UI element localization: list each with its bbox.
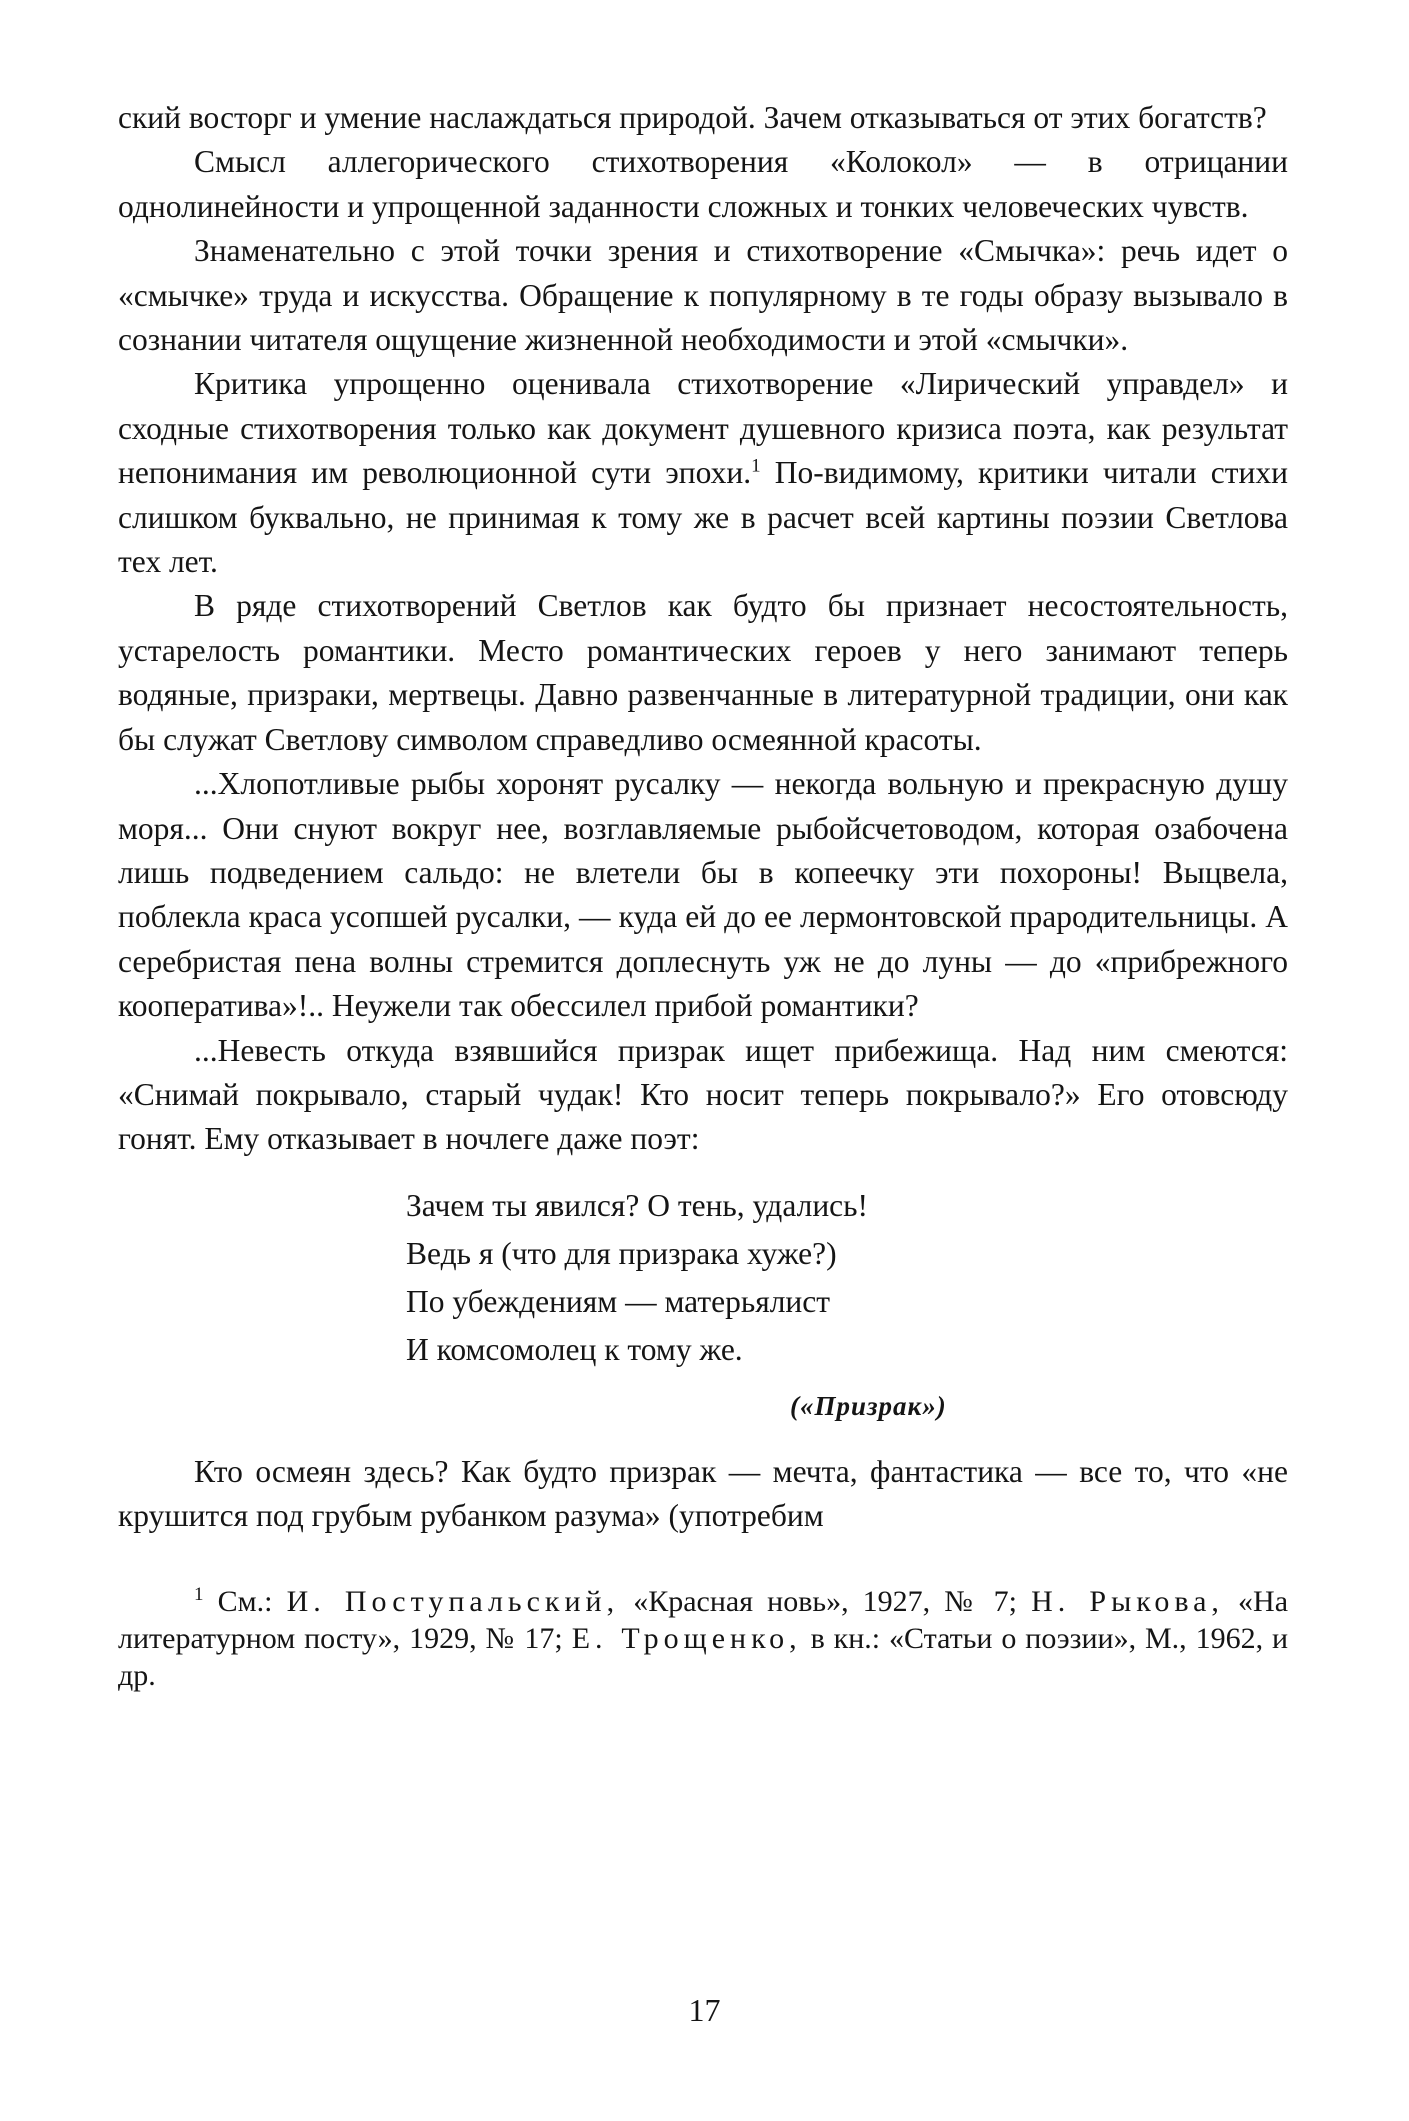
verse-line: И комсомолец к тому же.: [406, 1331, 743, 1367]
verse-line: Зачем ты явился? О тень, удались!: [406, 1187, 869, 1223]
paragraph: Знаменательно с этой точки зрения и стихотворение «Смычка»: речь идет о «смычке» труда и искусства. Обращение к популярному в те годы образу вызывало в сознании читателя ощущение жизненной необходимости и этой «смычки».: [118, 233, 1288, 358]
footnote-text: [118, 1583, 1288, 1694]
paragraph: ский восторг и умение наслаждаться природой. Зачем отказываться от этих богатств?: [118, 100, 1267, 135]
footnote-author: И. Поступальский,: [286, 1584, 620, 1618]
page-number: 17: [688, 1992, 721, 2028]
footnote-mark: 1: [194, 1583, 204, 1605]
paragraph: В ряде стихотворений Светлов как будто бы признает несостоятельность, устарелость романтики. Место романтических героев у него занимают теперь водяные, призраки, мертвецы. Давно развенчанные в литературной традиции, они как бы служат Светлову символом справедливо осмеянной красоты.: [118, 588, 1288, 757]
footnote-author: Е. Трощенко,: [571, 1621, 802, 1655]
paragraph: Кто осмеян здесь? Как будто призрак — мечта, фантастика — все то, что «не крушится под грубым рубанком разума» (употребим: [118, 1453, 1288, 1534]
verse-line: По убеждениям — матерьялист: [406, 1283, 831, 1319]
page-body: [118, 96, 1288, 1694]
poem-source: («Призрак»): [790, 1390, 947, 1421]
paragraph-text: По-видимому, критики читали стихи слишком буквально, не принимая к тому же в расчет всей картины поэзии Светлова тех лет.: [118, 455, 1288, 580]
footnote-reference-text: «Красная новь», 1927, № 7;: [633, 1584, 1018, 1618]
paragraph-text: Критика упрощенно оценивала стихотворение «Лирический управдел» и сходные стихотворения только как документ душевного кризиса поэта, как результат непонимания им революционной сути эпохи.: [118, 366, 1288, 491]
verse-line: Ведь я (что для призрака хуже?): [406, 1235, 837, 1271]
paragraph: ...Хлопотливые рыбы хоронят русалку — некогда вольную и прекрасную душу моря... Они снуют вокруг нее, возглавляемые рыбойсчетоводом, которая озабочена лишь подведением сальдо: не влетели бы в копеечку эти похороны! Выцвела, поблекла краса усопшей русалки, — куда ей до ее лермонтовской прародительницы. А серебристая пена волны стремится доплеснуть уж не до луны — до «прибрежного кооператива»!.. Неужели так обессилел прибой романтики?: [118, 766, 1288, 1024]
footnote-see: См.:: [217, 1584, 273, 1618]
paragraph: Смысл аллегорического стихотворения «Колокол» — в отрицании однолинейности и упрощенной заданности сложных и тонких человеческих чувств.: [118, 144, 1288, 224]
paragraph-with-footnote: [118, 362, 1288, 584]
poem-quote: [406, 1182, 1288, 1374]
paragraph: ...Невесть откуда взявшийся призрак ищет прибежища. Над ним смеются: «Снимай покрывало, старый чудак! Кто носит теперь покрывало?» Его отовсюду гонят. Ему отказывает в ночлеге даже поэт:: [118, 1032, 1288, 1157]
footnote-reference: 1: [751, 455, 761, 477]
footnote-reference-text: в кн.: «Статьи о поэзии», М., 1962, и др.: [118, 1621, 1289, 1692]
footnote-author: Н. Рыкова,: [1031, 1584, 1224, 1618]
footnote: [118, 1583, 1288, 1694]
footnote-reference-text: «На литературном посту», 1929, № 17;: [118, 1584, 1289, 1655]
